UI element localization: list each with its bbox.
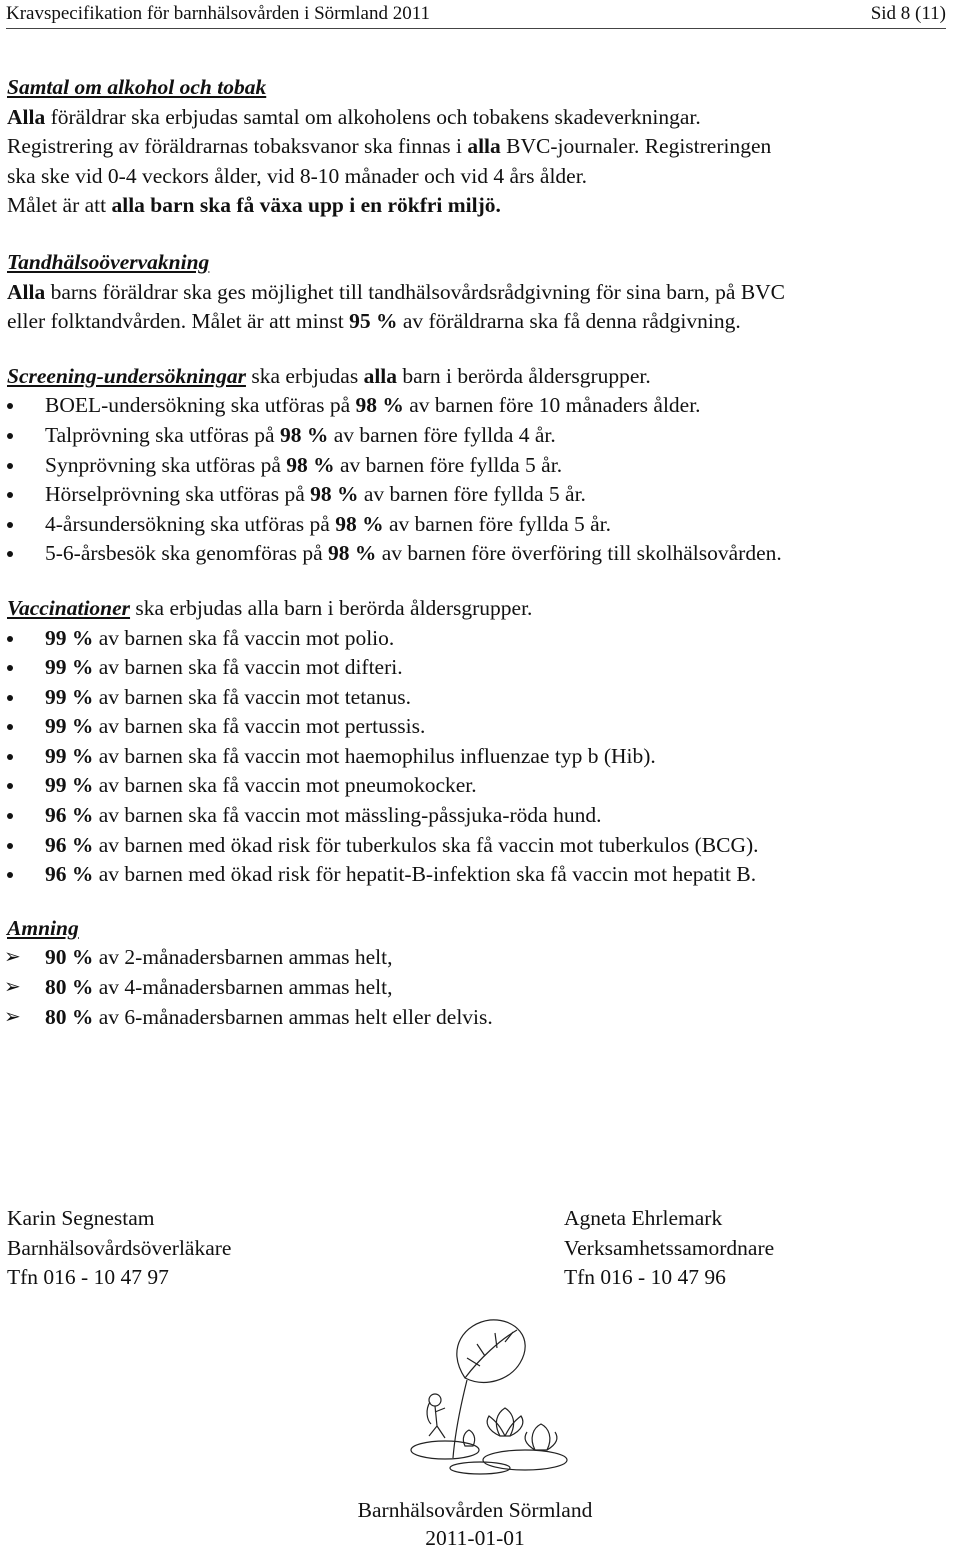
- vaccination-list: [7, 624, 947, 890]
- bullet-icon: [7, 813, 13, 819]
- list-item: 99 % av barnen ska få vaccin mot pertussis.: [7, 712, 947, 742]
- list-item: 99 % av barnen ska få vaccin mot difteri.: [7, 653, 947, 683]
- signer-phone: Tfn 016 - 10 47 97: [7, 1265, 169, 1290]
- document-body: [4, 73, 947, 1032]
- screening-list: [7, 391, 947, 569]
- header-title: Kravspecifikation för barnhälsovården i Sörmland 2011: [6, 3, 431, 24]
- signer-phone: Tfn 016 - 10 47 96: [564, 1265, 726, 1290]
- screening-intro: Screening-undersökningar ska erbjudas alla barn i berörda åldersgrupper.: [7, 363, 651, 388]
- arrow-bullet-icon: ➢: [4, 1005, 21, 1028]
- arrow-bullet-icon: ➢: [4, 946, 21, 969]
- bullet-icon: [7, 872, 13, 878]
- list-item: 5-6-årsbesök ska genomföras på 98 % av barnen före överföring till skolhälsovården.: [7, 539, 947, 569]
- alcohol-line-2: Registrering av föräldrarnas tobaksvanor ska finnas i alla BVC-journaler. Registreringen: [7, 134, 772, 159]
- bullet-icon: [7, 665, 13, 671]
- alcohol-line-3: ska ske vid 0-4 veckors ålder, vid 8-10 månader och vid 4 års ålder.: [7, 163, 588, 188]
- bullet-icon: [7, 403, 13, 409]
- signer-right: [564, 1204, 774, 1293]
- list-item: ➢ 80 % av 6-månadersbarnen ammas helt eller delvis.: [7, 1003, 947, 1033]
- footer-date: 2011-01-01: [425, 1526, 525, 1550]
- dental-line-1: Alla barns föräldrar ska ges möjlighet till tandhälsovårdsrådgivning för sina barn, på BVC: [7, 279, 786, 304]
- lotus-illustration: [405, 1318, 575, 1478]
- list-item: 99 % av barnen ska få vaccin mot tetanus.: [7, 683, 947, 713]
- list-item: Synprövning ska utföras på 98 % av barnen före fyllda 5 år.: [7, 451, 947, 481]
- signer-name: Karin Segnestam: [7, 1206, 155, 1230]
- page-header: [6, 2, 946, 29]
- dental-line-2: eller folktandvården. Målet är att minst 95 % av föräldrarna ska få denna rådgivning.: [7, 309, 741, 334]
- bullet-icon: [7, 843, 13, 849]
- bullet-icon: [7, 636, 13, 642]
- section-heading-vaccination: Vaccinationer: [7, 595, 131, 620]
- arrow-bullet-icon: ➢: [4, 976, 21, 999]
- bullet-icon: [7, 724, 13, 730]
- list-item: 96 % av barnen med ökad risk för hepatit-B-infektion ska få vaccin mot hepatit B.: [7, 860, 947, 890]
- signer-left: [7, 1204, 231, 1293]
- bullet-icon: [7, 522, 13, 528]
- list-item: 4-årsundersökning ska utföras på 98 % av barnen före fyllda 5 år.: [7, 510, 947, 540]
- alcohol-line-1: Alla föräldrar ska erbjudas samtal om alkoholens och tobakens skadeverkningar.: [7, 104, 701, 129]
- vaccination-intro: Vaccinationer ska erbjudas alla barn i berörda åldersgrupper.: [7, 595, 533, 620]
- section-heading-breastfeeding: Amning: [7, 915, 79, 940]
- list-item: 99 % av barnen ska få vaccin mot pneumokocker.: [7, 771, 947, 801]
- signer-name: Agneta Ehrlemark: [564, 1206, 723, 1230]
- section-heading-alcohol: Samtal om alkohol och tobak: [7, 75, 267, 99]
- section-heading-dental: Tandhälsoövervakning: [7, 249, 210, 274]
- bullet-icon: [7, 754, 13, 760]
- list-item: ➢ 90 % av 2-månadersbarnen ammas helt,: [7, 943, 947, 973]
- section-heading-screening: Screening-undersökningar: [7, 363, 246, 388]
- list-item: BOEL-undersökning ska utföras på 98 % av barnen före 10 månaders ålder.: [7, 391, 947, 421]
- bullet-icon: [7, 695, 13, 701]
- bullet-icon: [7, 783, 13, 789]
- list-item: 96 % av barnen ska få vaccin mot mässling-påssjuka-röda hund.: [7, 801, 947, 831]
- signer-role: Verksamhetssamordnare: [564, 1235, 775, 1260]
- list-item: Hörselprövning ska utföras på 98 % av barnen före fyllda 5 år.: [7, 480, 947, 510]
- page-number: Sid 8 (11): [870, 3, 946, 24]
- list-item: ➢ 80 % av 4-månadersbarnen ammas helt,: [7, 973, 947, 1003]
- breastfeeding-list: [4, 943, 947, 1032]
- list-item: Talprövning ska utföras på 98 % av barnen före fyllda 4 år.: [7, 421, 947, 451]
- bullet-icon: [7, 433, 13, 439]
- list-item: 99 % av barnen ska få vaccin mot polio.: [7, 624, 947, 654]
- bullet-icon: [7, 463, 13, 469]
- bullet-icon: [7, 551, 13, 557]
- list-item: 99 % av barnen ska få vaccin mot haemophilus influenzae typ b (Hib).: [7, 742, 947, 772]
- list-item: 96 % av barnen med ökad risk för tuberkulos ska få vaccin mot tuberkulos (BCG).: [7, 831, 947, 861]
- footer-organization: Barnhälsovården Sörmland: [357, 1498, 593, 1522]
- bullet-icon: [7, 492, 13, 498]
- alcohol-line-4: Målet är att alla barn ska få växa upp i en rökfri miljö.: [7, 193, 501, 218]
- signer-role: Barnhälsovårdsöverläkare: [7, 1235, 232, 1260]
